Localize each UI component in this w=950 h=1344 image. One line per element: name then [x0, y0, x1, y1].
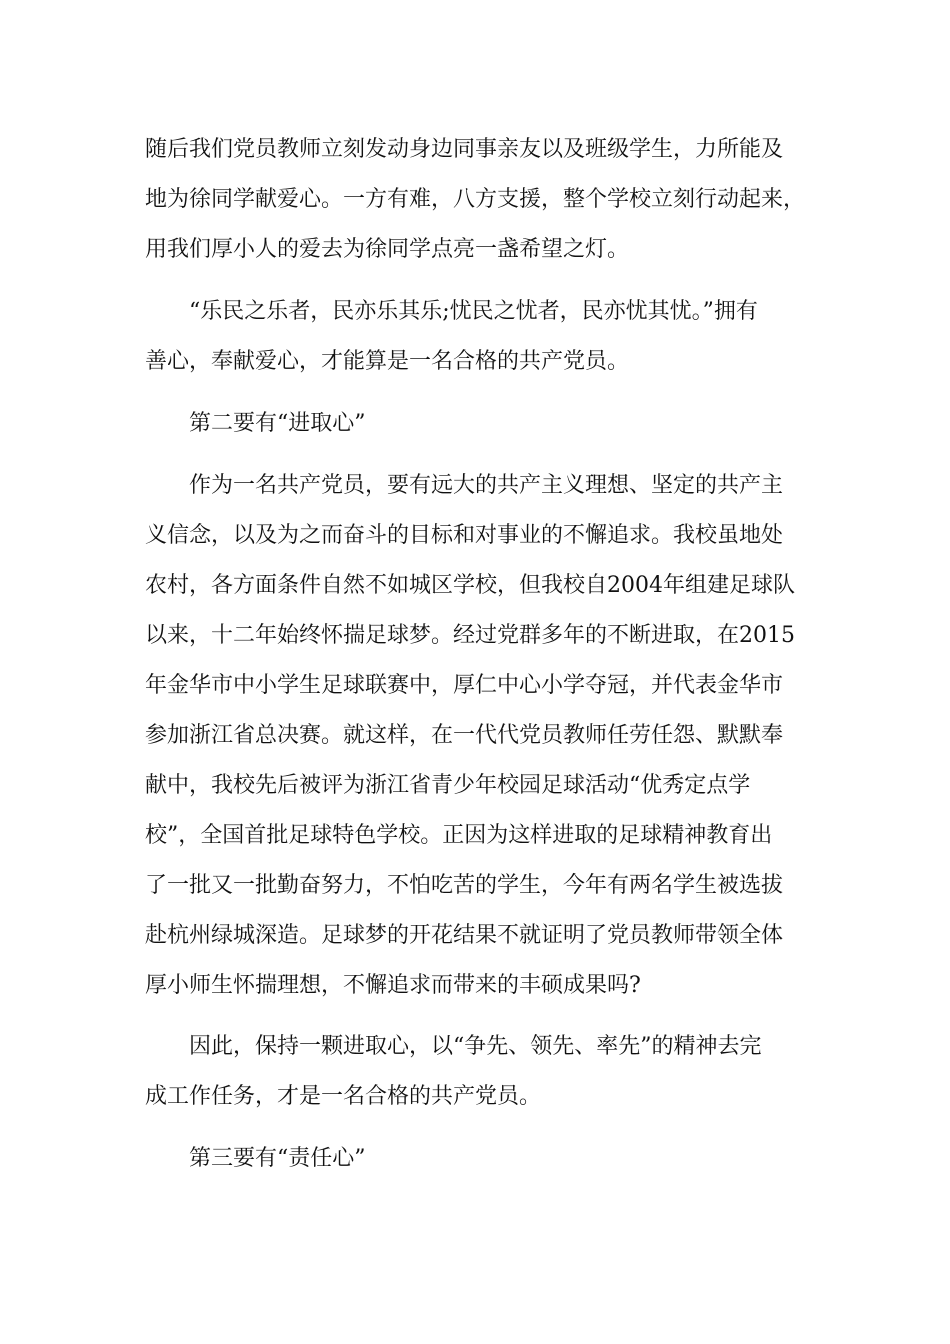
section-heading: 第二要有“进取心”	[189, 411, 366, 436]
text-line: 义信念，以及为之而奋斗的目标和对事业的不懈追求。我校虽地处	[145, 523, 784, 548]
text-line: 年金华市中小学生足球联赛中，厚仁中心小学夺冠，并代表金华市	[145, 673, 784, 698]
text-line: 作为一名共产党员，要有远大的共产主义理想、坚定的共产主	[189, 473, 784, 498]
text-line: 以来，十二年始终怀揣足球梦。经过党群多年的不断进取，在2015	[145, 623, 795, 648]
section-heading: 第三要有“责任心”	[189, 1146, 366, 1171]
text-line: 因此，保持一颗进取心，以“争先、领先、率先”的精神去完	[189, 1034, 762, 1059]
text-line: 善心，奉献爱心，才能算是一名合格的共产党员。	[145, 349, 630, 374]
text-line: 了一批又一批勤奋努力，不怕吃苦的学生，今年有两名学生被选拔	[145, 873, 784, 898]
text-line: 随后我们党员教师立刻发动身边同事亲友以及班级学生，力所能及	[145, 137, 784, 162]
text-line: 厚小师生怀揣理想，不懈追求而带来的丰硕成果吗?	[145, 973, 641, 998]
text-line: 赴杭州绿城深造。足球梦的开花结果不就证明了党员教师带领全体	[145, 923, 784, 948]
text-line: 献中，我校先后被评为浙江省青少年校园足球活动“优秀定点学	[145, 773, 751, 798]
text-line: 用我们厚小人的爱去为徐同学点亮一盏希望之灯。	[145, 237, 630, 262]
text-line: “乐民之乐者，民亦乐其乐;忧民之忧者，民亦忧其忧。”拥有	[189, 299, 758, 324]
text-line: 参加浙江省总决赛。就这样，在一代代党员教师任劳任怨、默默奉	[145, 723, 784, 748]
text-line: 校”，全国首批足球特色学校。正因为这样进取的足球精神教育出	[145, 823, 773, 848]
text-line: 成工作任务，才是一名合格的共产党员。	[145, 1084, 542, 1109]
text-line: 地为徐同学献爱心。一方有难，八方支援，整个学校立刻行动起来，	[145, 187, 806, 212]
text-line: 农村，各方面条件自然不如城区学校，但我校自2004年组建足球队	[145, 573, 795, 598]
